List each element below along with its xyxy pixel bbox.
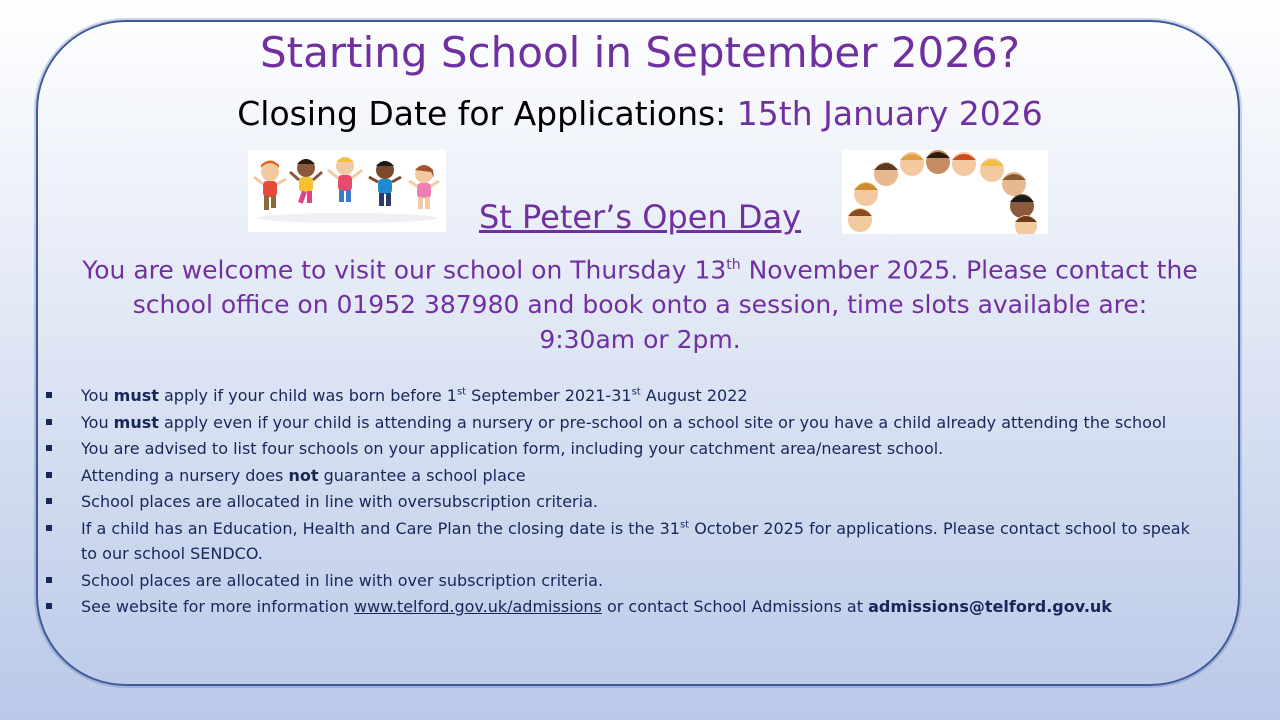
- bullet-text: If a child has an Education, Health and Care Plan the closing date is the 31: [81, 518, 680, 538]
- face-3: [874, 162, 898, 186]
- bullet-text: guarantee a school place: [318, 465, 526, 485]
- open-day-heading: St Peter’s Open Day: [478, 198, 802, 236]
- closing-date-line: [0, 94, 1280, 133]
- bullet-text: apply even if your child is attending a nursery or pre-school on a school site or you have a child already attending the school: [158, 412, 1167, 432]
- child-figure-3: [328, 157, 362, 202]
- bullet-marker: [46, 392, 52, 398]
- list-item: [46, 516, 1196, 567]
- bullet-text: October 2025 for applications. Please contact school to speak to our school SENDCO.: [81, 518, 1190, 563]
- bullet-text: Attending a nursery does: [81, 465, 289, 485]
- bullet-text: or contact School Admissions at: [601, 597, 869, 616]
- bullet-marker: [46, 525, 52, 531]
- bullet-marker: [46, 445, 52, 451]
- list-item: [46, 410, 1196, 436]
- bullet-text: See website for more information: [81, 597, 355, 616]
- bullet-text: You: [81, 412, 114, 432]
- bullet-marker: [46, 498, 52, 504]
- face-8: [1002, 172, 1026, 196]
- ordinal-suffix: th: [726, 257, 741, 273]
- open-day-line1-b: November 2025. Please contact the school office on 01952 387980 and book onto a session, time slots available are:: [132, 255, 1198, 320]
- bullet-marker: [46, 603, 52, 609]
- bullet-text: School places are allocated in line with oversubscription criteria.: [81, 492, 598, 511]
- bullet-text: School places are allocated in line with over subscription criteria.: [81, 570, 604, 590]
- face-4: [900, 152, 924, 176]
- bullet-text: September 2021-31: [466, 386, 632, 405]
- bullet-text: August 2022: [640, 386, 748, 405]
- bullet-emphasis: not: [288, 465, 319, 485]
- list-item: [46, 436, 1196, 462]
- face-5: [926, 150, 950, 174]
- admissions-bullet-list: [46, 383, 1196, 621]
- list-item: [46, 463, 1196, 489]
- open-day-times: 9:30am or 2pm.: [539, 325, 741, 355]
- list-item: [46, 383, 1196, 409]
- list-item: [46, 489, 1196, 515]
- open-day-line1-a: You are welcome to visit our school on Thursday 13: [82, 255, 727, 285]
- admissions-website-link[interactable]: www.telford.gov.uk/admissions: [354, 597, 602, 616]
- bullet-text: You: [81, 386, 114, 405]
- list-item: [46, 568, 1196, 594]
- ordinal-suffix: st: [679, 519, 690, 531]
- face-7: [980, 158, 1004, 182]
- ordinal-suffix: st: [631, 386, 641, 398]
- child-figure-2: [290, 159, 322, 204]
- ordinal-suffix: st: [456, 386, 467, 398]
- bullet-marker: [46, 577, 52, 583]
- bullet-text: You are advised to list four schools on your application form, including your catchment area/nearest school.: [81, 439, 944, 458]
- bullet-text: apply if your child was born before 1: [158, 386, 457, 405]
- bullet-marker: [46, 419, 52, 425]
- bullet-marker: [46, 472, 52, 478]
- bullet-emphasis: must: [113, 386, 159, 405]
- closing-date: 15th January 2026: [736, 94, 1043, 133]
- page-title: Starting School in September 2026?: [260, 28, 1020, 77]
- closing-label: Closing Date for Applications:: [237, 94, 737, 133]
- admissions-email: admissions@telford.gov.uk: [868, 597, 1112, 616]
- bullet-emphasis: must: [113, 412, 159, 432]
- face-6: [952, 152, 976, 176]
- open-day-text: [50, 248, 1230, 357]
- list-item: [46, 594, 1196, 620]
